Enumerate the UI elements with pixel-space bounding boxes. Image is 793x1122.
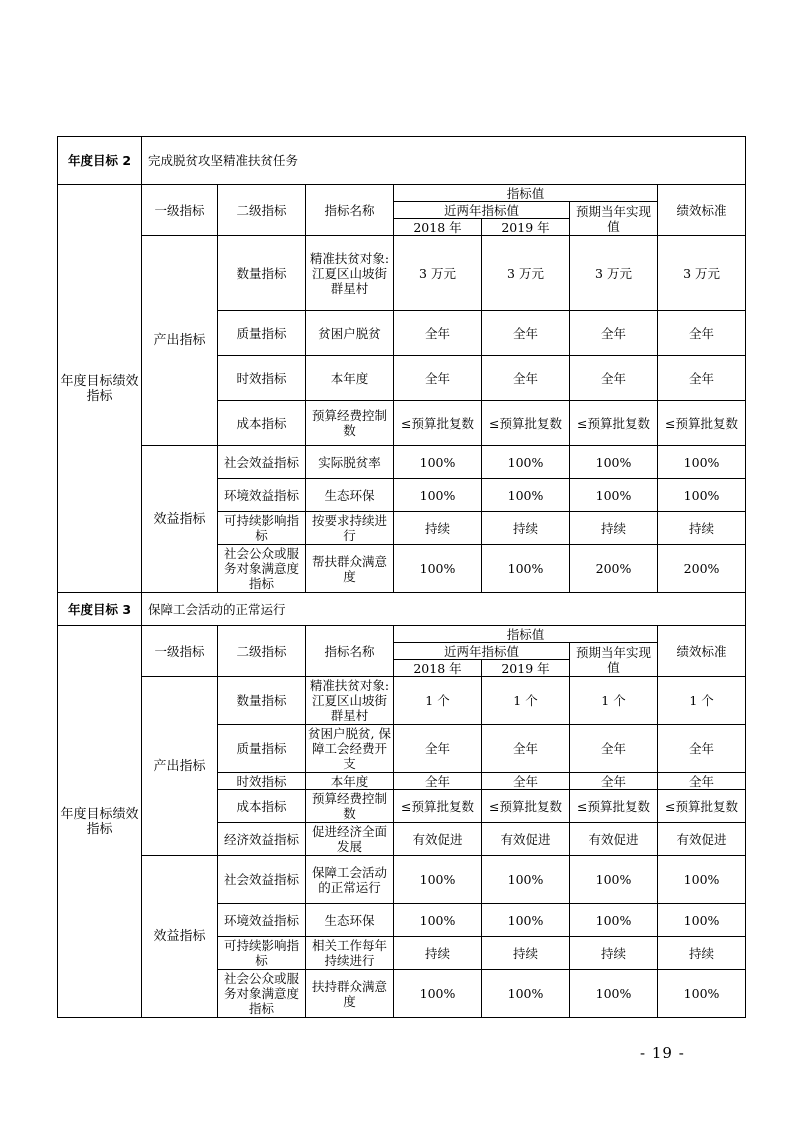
goal-label: 年度目标 3 xyxy=(58,593,142,626)
indicator-name: 预算经费控制数 xyxy=(306,401,394,446)
level2-indicator: 社会效益指标 xyxy=(218,446,306,479)
value-2018: 1 个 xyxy=(394,677,482,725)
expected-value: 持续 xyxy=(570,937,658,970)
expected-value: 200% xyxy=(570,545,658,593)
level2-indicator: 质量指标 xyxy=(218,725,306,773)
performance-standard: 全年 xyxy=(658,773,746,790)
value-2018: ≤预算批复数 xyxy=(394,401,482,446)
indicator-name: 相关工作每年持续进行 xyxy=(306,937,394,970)
goal-label: 年度目标 2 xyxy=(58,137,142,185)
header-recent-two-years: 近两年指标值 xyxy=(394,202,570,219)
header-level1: 一级指标 xyxy=(142,626,218,677)
header-expected: 预期当年实现值 xyxy=(570,202,658,236)
header-indicator-name: 指标名称 xyxy=(306,185,394,236)
header-year-2018: 2018 年 xyxy=(394,219,482,236)
expected-value: 100% xyxy=(570,856,658,904)
performance-standard: 有效促进 xyxy=(658,823,746,856)
indicator-name: 本年度 xyxy=(306,773,394,790)
level2-indicator: 质量指标 xyxy=(218,311,306,356)
header-year-2019: 2019 年 xyxy=(482,219,570,236)
value-2018: ≤预算批复数 xyxy=(394,790,482,823)
value-2018: 100% xyxy=(394,856,482,904)
value-2019: 持续 xyxy=(482,937,570,970)
expected-value: 全年 xyxy=(570,311,658,356)
value-2018: 100% xyxy=(394,904,482,937)
value-2018: 有效促进 xyxy=(394,823,482,856)
indicator-name: 帮扶群众满意度 xyxy=(306,545,394,593)
value-2019: 100% xyxy=(482,856,570,904)
header-row xyxy=(58,185,746,202)
value-2019: 100% xyxy=(482,479,570,512)
expected-value: 全年 xyxy=(570,773,658,790)
value-2019: 全年 xyxy=(482,311,570,356)
output-indicator-label: 产出指标 xyxy=(142,236,218,446)
performance-standard: 3 万元 xyxy=(658,236,746,311)
value-2018: 100% xyxy=(394,446,482,479)
indicator-name: 预算经费控制数 xyxy=(306,790,394,823)
performance-standard: 持续 xyxy=(658,937,746,970)
value-2019: 有效促进 xyxy=(482,823,570,856)
value-2019: 100% xyxy=(482,970,570,1018)
header-level1: 一级指标 xyxy=(142,185,218,236)
value-2018: 全年 xyxy=(394,773,482,790)
value-2019: 全年 xyxy=(482,356,570,401)
header-indicator-value: 指标值 xyxy=(394,185,658,202)
page-number: - 19 - xyxy=(640,1044,685,1062)
indicator-name: 精准扶贫对象: 江夏区山坡街群星村 xyxy=(306,677,394,725)
output-indicator-label: 产出指标 xyxy=(142,677,218,856)
row-label: 年度目标绩效指标 xyxy=(58,185,142,593)
indicator-name: 保障工会活动的正常运行 xyxy=(306,856,394,904)
value-2018: 全年 xyxy=(394,356,482,401)
value-2018: 100% xyxy=(394,970,482,1018)
goal-text: 保障工会活动的正常运行 xyxy=(142,593,746,626)
value-2018: 100% xyxy=(394,479,482,512)
indicator-name: 按要求持续进行 xyxy=(306,512,394,545)
performance-standard: 全年 xyxy=(658,311,746,356)
performance-standard: 100% xyxy=(658,904,746,937)
value-2018: 持续 xyxy=(394,512,482,545)
level2-indicator: 环境效益指标 xyxy=(218,904,306,937)
benefit-indicator-label: 效益指标 xyxy=(142,856,218,1018)
value-2018: 100% xyxy=(394,545,482,593)
indicator-name: 本年度 xyxy=(306,356,394,401)
benefit-indicator-label: 效益指标 xyxy=(142,446,218,593)
expected-value: ≤预算批复数 xyxy=(570,790,658,823)
expected-value: 全年 xyxy=(570,725,658,773)
level2-indicator: 可持续影响指标 xyxy=(218,937,306,970)
performance-standard: 持续 xyxy=(658,512,746,545)
level2-indicator: 时效指标 xyxy=(218,356,306,401)
goal-title-row xyxy=(58,137,746,185)
indicator-name: 生态环保 xyxy=(306,479,394,512)
value-2019: 100% xyxy=(482,446,570,479)
expected-value: 100% xyxy=(570,970,658,1018)
performance-goals-table xyxy=(57,136,746,1018)
expected-value: 3 万元 xyxy=(570,236,658,311)
value-2019: 100% xyxy=(482,904,570,937)
header-indicator-value: 指标值 xyxy=(394,626,658,643)
indicator-name: 贫困户脱贫 xyxy=(306,311,394,356)
performance-standard: 全年 xyxy=(658,725,746,773)
goal-text: 完成脱贫攻坚精准扶贫任务 xyxy=(142,137,746,185)
performance-standard: 100% xyxy=(658,479,746,512)
value-2018: 全年 xyxy=(394,725,482,773)
indicator-name: 生态环保 xyxy=(306,904,394,937)
value-2018: 全年 xyxy=(394,311,482,356)
expected-value: ≤预算批复数 xyxy=(570,401,658,446)
header-indicator-name: 指标名称 xyxy=(306,626,394,677)
header-year-2018: 2018 年 xyxy=(394,660,482,677)
table-row xyxy=(58,446,746,479)
row-label: 年度目标绩效指标 xyxy=(58,626,142,1018)
header-row xyxy=(58,626,746,643)
header-standard: 绩效标准 xyxy=(658,185,746,236)
level2-indicator: 成本指标 xyxy=(218,401,306,446)
expected-value: 持续 xyxy=(570,512,658,545)
header-level2: 二级指标 xyxy=(218,185,306,236)
value-2019: 3 万元 xyxy=(482,236,570,311)
level2-indicator: 社会公众或服务对象满意度指标 xyxy=(218,970,306,1018)
table-row xyxy=(58,677,746,725)
level2-indicator: 时效指标 xyxy=(218,773,306,790)
header-year-2019: 2019 年 xyxy=(482,660,570,677)
performance-standard: 全年 xyxy=(658,356,746,401)
level2-indicator: 数量指标 xyxy=(218,677,306,725)
value-2018: 3 万元 xyxy=(394,236,482,311)
expected-value: 有效促进 xyxy=(570,823,658,856)
performance-standard: 1 个 xyxy=(658,677,746,725)
indicator-name: 实际脱贫率 xyxy=(306,446,394,479)
value-2019: 持续 xyxy=(482,512,570,545)
value-2018: 持续 xyxy=(394,937,482,970)
level2-indicator: 社会公众或服务对象满意度指标 xyxy=(218,545,306,593)
level2-indicator: 经济效益指标 xyxy=(218,823,306,856)
header-expected: 预期当年实现值 xyxy=(570,643,658,677)
header-level2: 二级指标 xyxy=(218,626,306,677)
expected-value: 100% xyxy=(570,479,658,512)
value-2019: 全年 xyxy=(482,725,570,773)
level2-indicator: 社会效益指标 xyxy=(218,856,306,904)
performance-standard: ≤预算批复数 xyxy=(658,790,746,823)
expected-value: 1 个 xyxy=(570,677,658,725)
header-recent-two-years: 近两年指标值 xyxy=(394,643,570,660)
expected-value: 100% xyxy=(570,904,658,937)
value-2019: 100% xyxy=(482,545,570,593)
indicator-name: 扶持群众满意度 xyxy=(306,970,394,1018)
level2-indicator: 数量指标 xyxy=(218,236,306,311)
goal-section xyxy=(58,593,746,1018)
expected-value: 100% xyxy=(570,446,658,479)
indicator-name: 促进经济全面发展 xyxy=(306,823,394,856)
performance-standard: ≤预算批复数 xyxy=(658,401,746,446)
value-2019: ≤预算批复数 xyxy=(482,401,570,446)
header-standard: 绩效标准 xyxy=(658,626,746,677)
level2-indicator: 可持续影响指标 xyxy=(218,512,306,545)
value-2019: 1 个 xyxy=(482,677,570,725)
table-row xyxy=(58,856,746,904)
indicator-name: 精准扶贫对象: 江夏区山坡街群星村 xyxy=(306,236,394,311)
value-2019: ≤预算批复数 xyxy=(482,790,570,823)
performance-standard: 100% xyxy=(658,856,746,904)
expected-value: 全年 xyxy=(570,356,658,401)
performance-standard: 100% xyxy=(658,970,746,1018)
goal-section xyxy=(58,137,746,593)
performance-standard: 200% xyxy=(658,545,746,593)
indicator-name: 贫困户脱贫, 保障工会经费开支 xyxy=(306,725,394,773)
level2-indicator: 环境效益指标 xyxy=(218,479,306,512)
table-row xyxy=(58,236,746,311)
value-2019: 全年 xyxy=(482,773,570,790)
goal-title-row xyxy=(58,593,746,626)
level2-indicator: 成本指标 xyxy=(218,790,306,823)
performance-standard: 100% xyxy=(658,446,746,479)
